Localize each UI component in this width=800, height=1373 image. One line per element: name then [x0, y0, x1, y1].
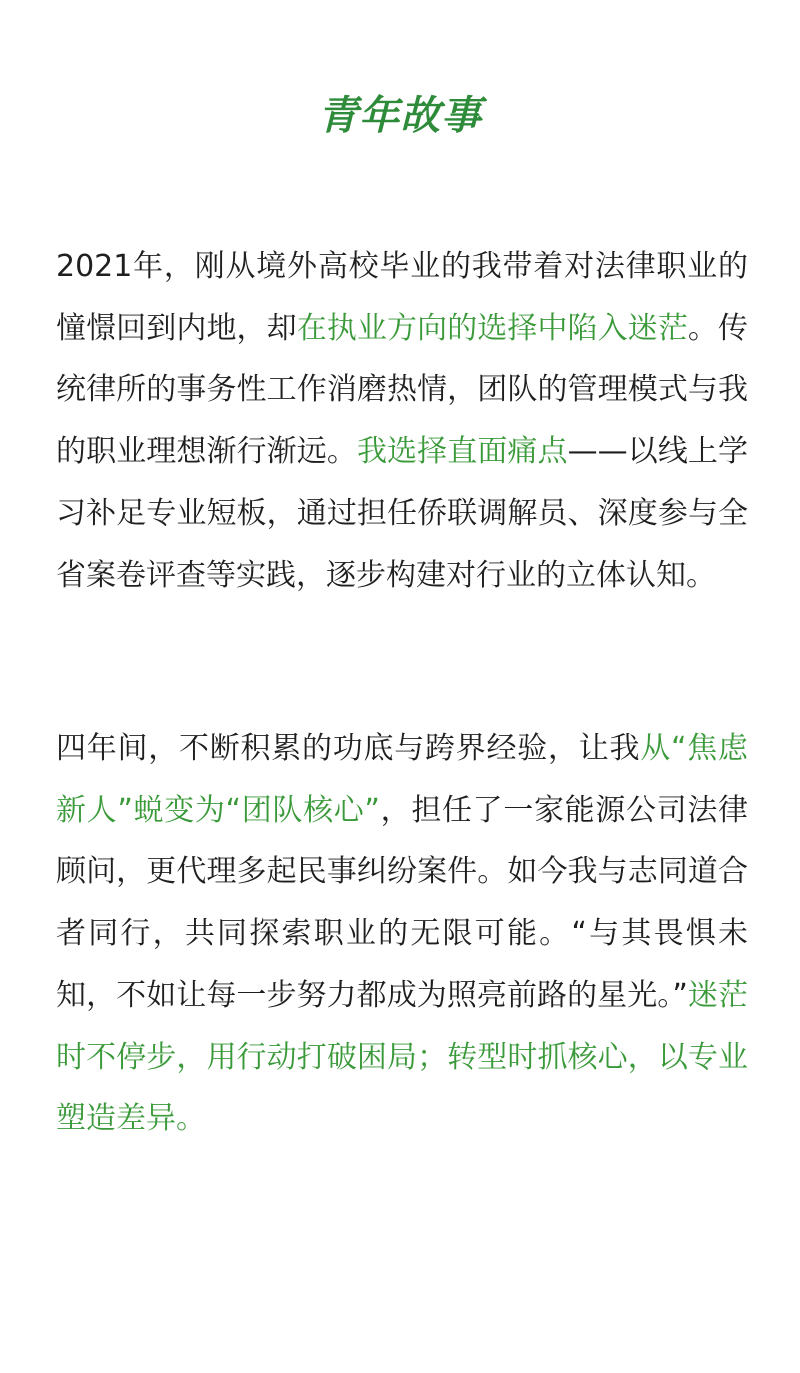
text-segment: ，担任了一家能源公司法律顾问，更代理多起民事纠纷案件。如今我与志同道合者同行，共同探索职业的无限可能。“与其畏惧未知，不如让每一步努力都成为照亮前路的星光。”: [56, 792, 748, 1013]
paragraph-2: [56, 718, 748, 1150]
paragraph-1: [56, 236, 748, 606]
highlight-segment: 我选择直面痛点: [356, 434, 568, 470]
highlight-segment: 在执业方向的选择中陷入迷茫: [296, 310, 688, 346]
page-title: 青年故事: [318, 93, 482, 139]
highlight-segment: 从“焦虑新人”蜕变为“团队核心”: [56, 731, 749, 828]
text-segment: 四年间，不断积累的功底与跨界经验，让我: [56, 731, 641, 766]
text-segment: ——以线上学习补足专业短板，通过担任侨联调解员、深度参与全省案卷评查等实践，逐步构建对行业的立体认知。: [56, 434, 749, 593]
text-segment: 2021年，刚从境外高校毕业的我带着对法律职业的憧憬回到内地，却: [56, 249, 748, 346]
highlight-segment: 迷茫时不停步，用行动打破困局；转型时抓核心，以专业塑造差异。: [56, 977, 749, 1137]
text-segment: 。传统律所的事务性工作消磨热情，团队的管理模式与我的职业理想渐行渐远。: [56, 310, 749, 470]
